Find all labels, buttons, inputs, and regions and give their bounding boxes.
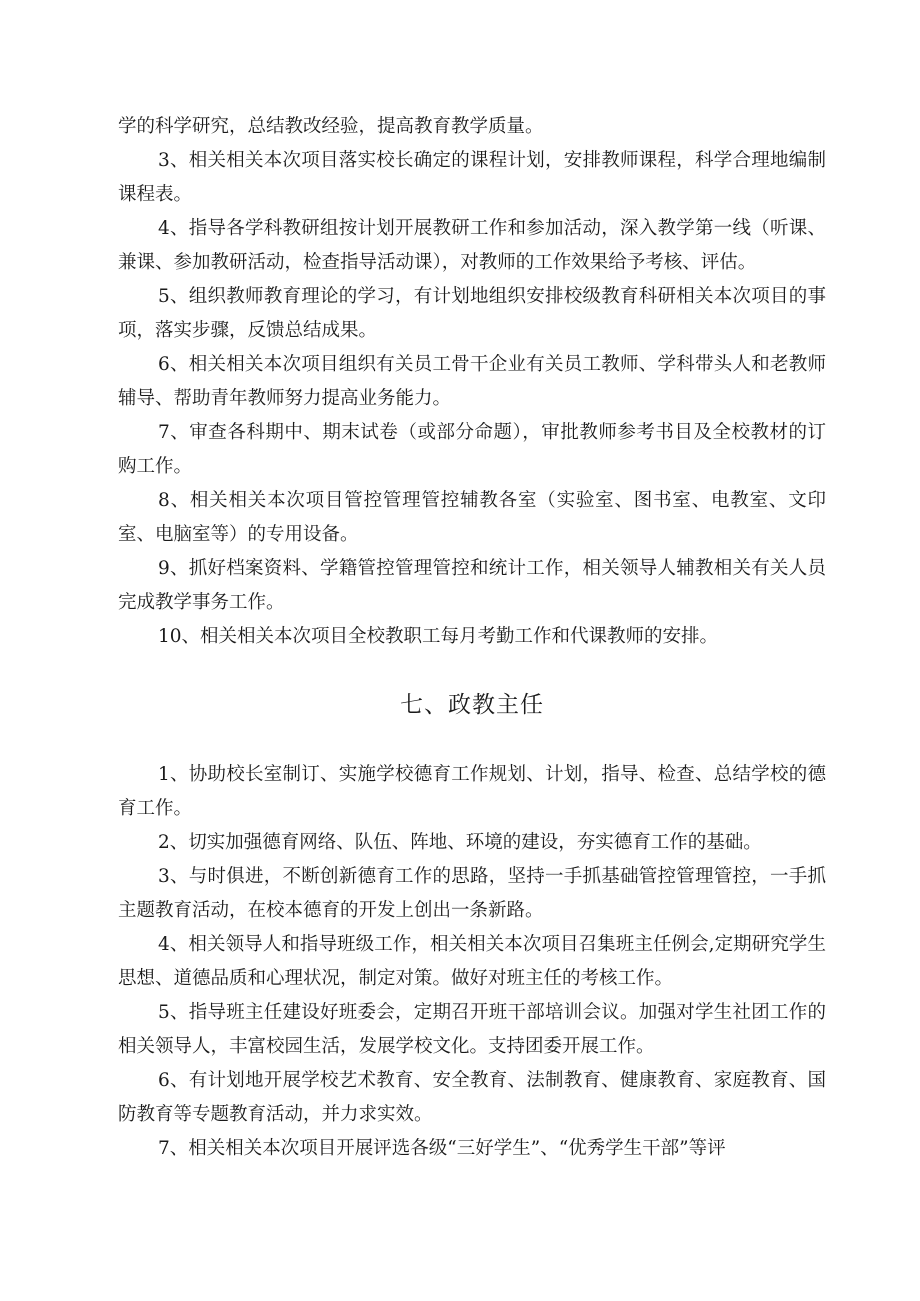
paragraph-continuation: 学的科学研究，总结教改经验，提高教育教学质量。 (118, 116, 544, 137)
paragraph-item-8: 8、相关相关本次项目管控管理管控辅教各室（实验室、图书室、电教室、文印室、电脑室等）的专用设备。 (118, 490, 826, 545)
paragraph-item-6: 6、相关相关本次项目组织有关员工骨干企业有关员工教师、学科带头人和老教师辅导、帮助青年教师努力提高业务能力。 (118, 354, 826, 409)
paragraph-item-7: 7、审查各科期中、期末试卷（或部分命题），审批教师参考书目及全校教材的订购工作。 (118, 422, 826, 477)
paragraph-item-2: 2、切实加强德育网络、队伍、阵地、环境的建设，夯实德育工作的基础。 (158, 832, 762, 853)
paragraph-item-7: 7、相关相关本次项目开展评选各级“三好学生”、“优秀学生干部”等评 (158, 1138, 726, 1159)
paragraph-item-4: 4、指导各学科教研组按计划开展教研工作和参加活动，深入教学第一线（听课、兼课、参加教研活动，检查指导活动课），对教师的工作效果给予考核、评估。 (118, 218, 826, 273)
document-page (118, 110, 826, 1166)
paragraph-item-4: 4、相关领导人和指导班级工作，相关相关本次项目召集班主任例会,定期研究学生思想、道德品质和心理状况，制定对策。做好对班主任的考核工作。 (118, 934, 826, 989)
paragraph-item-6: 6、有计划地开展学校艺术教育、安全教育、法制教育、健康教育、家庭教育、国防教育等专题教育活动，并力求实效。 (118, 1070, 826, 1125)
paragraph-item-5: 5、指导班主任建设好班委会，定期召开班干部培训会议。加强对学生社团工作的相关领导人，丰富校园生活，发展学校文化。支持团委开展工作。 (118, 1002, 826, 1057)
section-heading: 七、政教主任 (400, 692, 544, 718)
paragraph-item-5: 5、组织教师教育理论的学习，有计划地组织安排校级教育科研相关本次项目的事项，落实步骤，反馈总结成果。 (118, 286, 826, 341)
paragraph-item-9: 9、抓好档案资料、学籍管控管理管控和统计工作，相关领导人辅教相关有关人员完成教学事务工作。 (118, 558, 826, 613)
paragraph-item-3: 3、与时俱进，不断创新德育工作的思路，坚持一手抓基础管控管理管控，一手抓主题教育活动，在校本德育的开发上创出一条新路。 (118, 866, 826, 921)
paragraph-item-1: 1、协助校长室制订、实施学校德育工作规划、计划，指导、检查、总结学校的德育工作。 (118, 764, 826, 819)
paragraph-item-3: 3、相关相关本次项目落实校长确定的课程计划，安排教师课程，科学合理地编制课程表。 (118, 150, 826, 205)
paragraph-item-10: 10、相关相关本次项目全校教职工每月考勤工作和代课教师的安排。 (158, 626, 719, 647)
